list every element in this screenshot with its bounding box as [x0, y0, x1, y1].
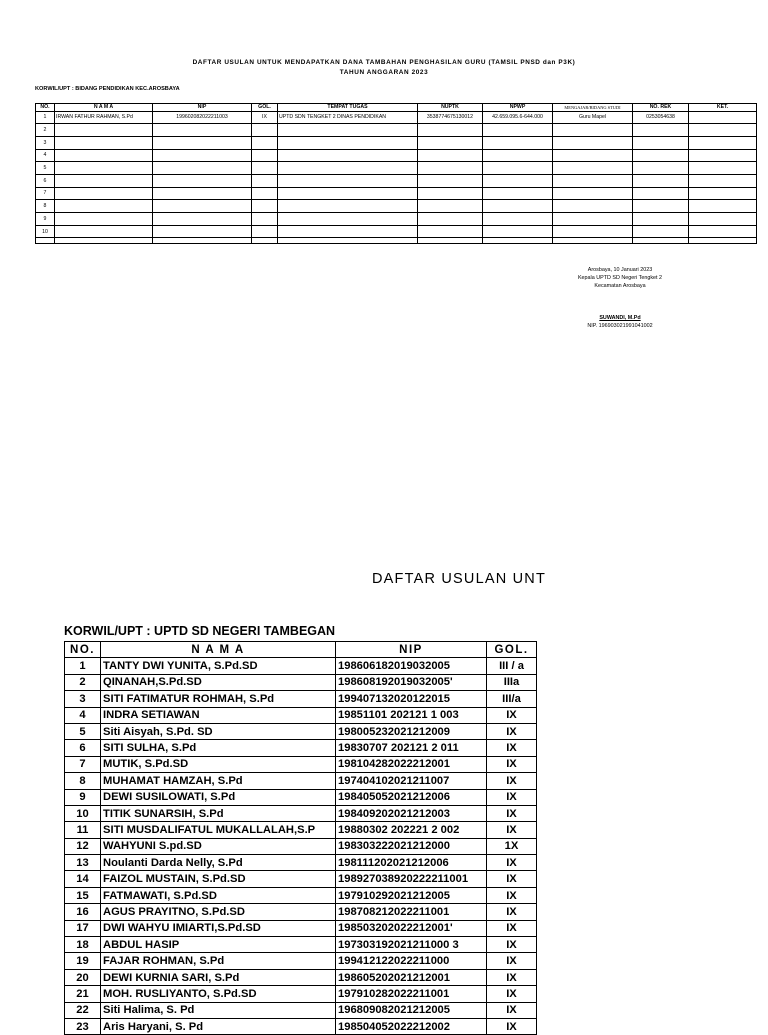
table-cell — [278, 162, 418, 175]
table-cell: 198104282022212001 — [336, 756, 487, 772]
table-cell — [153, 174, 252, 187]
table-cell: Siti Aisyah, S.Pd. SD — [101, 723, 336, 739]
table-cell — [633, 174, 689, 187]
table-cell — [689, 187, 757, 200]
table-cell — [553, 213, 633, 226]
table-row — [65, 674, 537, 690]
table-cell: 198927038920222211001 — [336, 871, 487, 887]
table-cell — [553, 174, 633, 187]
table-cell: 197910282022211001 — [336, 986, 487, 1002]
table-cell: 8 — [65, 773, 101, 789]
table-cell: 19830707 202121 2 011 — [336, 740, 487, 756]
table-cell — [153, 124, 252, 137]
table-cell: 199602082022211003 — [153, 111, 252, 124]
table-cell — [553, 200, 633, 213]
table-cell: 5 — [65, 723, 101, 739]
table-cell: UPTD SDN TENGKET 2 DINAS PENDIDIKAN — [278, 111, 418, 124]
table-cell: TANTY DWI YUNITA, S.Pd.SD — [101, 658, 336, 674]
table-cell: 10 — [36, 225, 55, 238]
table-cell: 198005232021212009 — [336, 723, 487, 739]
table-cell: 10 — [65, 805, 101, 821]
table-cell — [418, 187, 483, 200]
table-cell: IX — [487, 904, 537, 920]
table-cell: 198608192019032005' — [336, 674, 487, 690]
column-header: NO. REK — [633, 104, 689, 112]
table-cell: IX — [487, 773, 537, 789]
column-header: NO. — [36, 104, 55, 112]
table-cell: 7 — [65, 756, 101, 772]
table-cell — [633, 187, 689, 200]
table-cell: 19 — [65, 953, 101, 969]
table-cell — [418, 213, 483, 226]
table-row — [65, 986, 537, 1002]
table-cell: 23 — [65, 1018, 101, 1034]
table-cell — [418, 149, 483, 162]
table-cell: MUHAMAT HAMZAH, S.Pd — [101, 773, 336, 789]
table-cell — [418, 225, 483, 238]
table-cell: 198405052021212006 — [336, 789, 487, 805]
table-cell: WAHYUNI S.pd.SD — [101, 838, 336, 854]
table-cell — [55, 149, 153, 162]
table-cell: 1 — [36, 111, 55, 124]
table-row — [65, 789, 537, 805]
table-row-blank — [36, 238, 757, 244]
table-cell — [689, 238, 757, 244]
doc1-title-line1: DAFTAR USULAN UNTUK MENDAPATKAN DANA TAMBAHAN PENGHASILAN GURU (TAMSIL PNSD dan P3K) — [192, 59, 576, 66]
table-cell: 199412122022211000 — [336, 953, 487, 969]
table-cell — [252, 149, 278, 162]
table-cell: FATMAWATI, S.Pd.SD — [101, 887, 336, 903]
column-header: GOL. — [487, 642, 537, 658]
table-cell: 198409202021212003 — [336, 805, 487, 821]
column-header: NPWP — [483, 104, 553, 112]
table-cell: IX — [487, 887, 537, 903]
table-cell — [483, 225, 553, 238]
table-cell — [418, 174, 483, 187]
table-cell: 5 — [36, 162, 55, 175]
table-cell — [553, 149, 633, 162]
table-cell: SITI SULHA, S.Pd — [101, 740, 336, 756]
table-cell — [689, 111, 757, 124]
table-cell: IX — [252, 111, 278, 124]
table-cell: 16 — [65, 904, 101, 920]
table-cell: 21 — [65, 986, 101, 1002]
table-cell — [633, 162, 689, 175]
table-cell: FAIZOL MUSTAIN, S.Pd.SD — [101, 871, 336, 887]
table-cell — [483, 238, 553, 244]
table-cell: IX — [487, 986, 537, 1002]
table-cell: 7 — [36, 187, 55, 200]
table-row — [36, 200, 757, 213]
table-cell: 6 — [36, 174, 55, 187]
table-cell — [55, 238, 153, 244]
table-row — [36, 136, 757, 149]
table-row — [65, 723, 537, 739]
table-cell — [553, 187, 633, 200]
table-cell: IIIa — [487, 674, 537, 690]
table-row — [65, 953, 537, 969]
table-cell — [153, 225, 252, 238]
table-cell: 22 — [65, 1002, 101, 1018]
table-cell: IX — [487, 789, 537, 805]
table-cell: 13 — [65, 855, 101, 871]
table-cell: 198111202021212006 — [336, 855, 487, 871]
table-cell: 197404102021211007 — [336, 773, 487, 789]
table-cell: 198708212022211001 — [336, 904, 487, 920]
table-cell — [553, 225, 633, 238]
table-cell — [153, 200, 252, 213]
table-cell — [633, 238, 689, 244]
table-cell — [689, 225, 757, 238]
table-cell: 196809082021212005 — [336, 1002, 487, 1018]
table-cell: 9 — [36, 213, 55, 226]
table-row — [36, 213, 757, 226]
table-cell: 3538774675130012 — [418, 111, 483, 124]
table-cell: 198606182019032005 — [336, 658, 487, 674]
table-cell: 19880302 202221 2 002 — [336, 822, 487, 838]
table-cell — [483, 200, 553, 213]
column-header: MENGAJAR/BIDANG STUDI — [553, 104, 633, 112]
table-row — [65, 658, 537, 674]
table-cell — [252, 162, 278, 175]
table-row — [65, 969, 537, 985]
table-cell — [553, 136, 633, 149]
table-cell: IX — [487, 805, 537, 821]
table-row — [36, 162, 757, 175]
column-header: NIP — [153, 104, 252, 112]
table-cell: 0253054638 — [633, 111, 689, 124]
table-cell: 3 — [36, 136, 55, 149]
table-cell — [55, 187, 153, 200]
column-header: NO. — [65, 642, 101, 658]
table-cell — [252, 225, 278, 238]
table-cell — [55, 200, 153, 213]
table-cell — [483, 149, 553, 162]
table-cell: FAJAR ROHMAN, S.Pd — [101, 953, 336, 969]
table-row — [65, 1002, 537, 1018]
table-cell: III / a — [487, 658, 537, 674]
table-cell: 9 — [65, 789, 101, 805]
table-cell: 14 — [65, 871, 101, 887]
table-row — [36, 225, 757, 238]
column-header: KET. — [689, 104, 757, 112]
table-cell: 8 — [36, 200, 55, 213]
table-cell: INDRA SETIAWAN — [101, 707, 336, 723]
table-cell — [278, 213, 418, 226]
table-row — [65, 756, 537, 772]
table-cell — [418, 200, 483, 213]
table-row — [65, 920, 537, 936]
signature-nip: NIP. 196903021991041002 — [587, 323, 653, 329]
table-cell: IX — [487, 707, 537, 723]
table-cell — [252, 136, 278, 149]
table-cell: Aris Haryani, S. Pd — [101, 1018, 336, 1034]
table-header-row — [36, 104, 757, 112]
doc2-table — [64, 641, 537, 1035]
table-cell: QINANAH,S.Pd.SD — [101, 674, 336, 690]
table-cell: IX — [487, 1002, 537, 1018]
table-row — [65, 1018, 537, 1034]
table-cell — [278, 149, 418, 162]
doc1-korwil: KORWIL/UPT : BIDANG PENDIDIKAN KEC.AROSBAYA — [35, 86, 180, 92]
table-cell — [633, 124, 689, 137]
table-row — [65, 691, 537, 707]
table-cell — [252, 213, 278, 226]
table-cell: IX — [487, 740, 537, 756]
table-cell: Guru Mapel — [553, 111, 633, 124]
table-cell: 20 — [65, 969, 101, 985]
table-cell — [633, 149, 689, 162]
table-row — [65, 871, 537, 887]
table-row — [36, 124, 757, 137]
table-cell — [418, 238, 483, 244]
table-cell: DWI WAHYU IMIARTI,S.Pd.SD — [101, 920, 336, 936]
table-cell: 4 — [65, 707, 101, 723]
signature-place-date: Arosbaya, 10 Januari 2023 — [587, 267, 653, 273]
table-cell: 198605202021212001 — [336, 969, 487, 985]
table-row — [36, 149, 757, 162]
table-cell — [633, 213, 689, 226]
table-cell: IX — [487, 871, 537, 887]
table-cell: TITIK SUNARSIH, S.Pd — [101, 805, 336, 821]
table-cell: AGUS PRAYITNO, S.Pd.SD — [101, 904, 336, 920]
table-cell — [55, 225, 153, 238]
table-row — [36, 187, 757, 200]
table-cell: 198504052022212002 — [336, 1018, 487, 1034]
column-header: GOL. — [252, 104, 278, 112]
table-row — [65, 707, 537, 723]
table-cell: MOH. RUSLIYANTO, S.Pd.SD — [101, 986, 336, 1002]
table-row — [65, 887, 537, 903]
table-cell: 1X — [487, 838, 537, 854]
table-row — [65, 773, 537, 789]
table-cell — [55, 213, 153, 226]
table-cell — [553, 162, 633, 175]
table-cell — [278, 174, 418, 187]
doc2-korwil: KORWIL/UPT : UPTD SD NEGERI TAMBEGAN — [64, 624, 336, 638]
table-cell: IX — [487, 953, 537, 969]
table-cell — [689, 213, 757, 226]
table-cell — [278, 136, 418, 149]
table-cell: 42.659.095.6-644.000 — [483, 111, 553, 124]
table-cell: IX — [487, 822, 537, 838]
table-cell: ABDUL HASIP — [101, 937, 336, 953]
table-row — [36, 111, 757, 124]
table-cell — [483, 187, 553, 200]
table-cell — [483, 162, 553, 175]
table-cell: SITI MUSDALIFATUL MUKALLALAH,S.P — [101, 822, 336, 838]
doc2-title: DAFTAR USULAN UNT — [372, 571, 547, 587]
table-cell — [418, 124, 483, 137]
table-cell: IX — [487, 1018, 537, 1034]
table-cell — [153, 136, 252, 149]
signature-district: Kecamatan Arosbaya — [594, 283, 646, 289]
table-cell — [153, 187, 252, 200]
table-cell: DEWI SUSILOWATI, S.Pd — [101, 789, 336, 805]
table-cell — [55, 162, 153, 175]
table-cell: 19851101 202121 1 003 — [336, 707, 487, 723]
table-cell — [689, 136, 757, 149]
table-cell: 12 — [65, 838, 101, 854]
table-cell — [153, 162, 252, 175]
table-cell: III/a — [487, 691, 537, 707]
table-cell: 15 — [65, 887, 101, 903]
signature-position: Kepala UPTD SD Negeri Tengket 2 — [577, 275, 663, 281]
table-cell — [153, 238, 252, 244]
table-cell — [633, 136, 689, 149]
table-cell: 2 — [65, 674, 101, 690]
table-cell — [252, 174, 278, 187]
table-cell — [278, 200, 418, 213]
table-row — [65, 904, 537, 920]
table-cell: IX — [487, 937, 537, 953]
table-cell: 4 — [36, 149, 55, 162]
table-cell: SITI FATIMATUR ROHMAH, S.Pd — [101, 691, 336, 707]
table-cell — [55, 124, 153, 137]
table-cell: 197910292021212005 — [336, 887, 487, 903]
table-cell — [689, 149, 757, 162]
table-cell: IX — [487, 855, 537, 871]
table-cell — [633, 200, 689, 213]
column-header: NIP — [336, 642, 487, 658]
table-cell: 198303222021212000 — [336, 838, 487, 854]
table-row — [36, 174, 757, 187]
table-cell: 197303192021211000 3 — [336, 937, 487, 953]
table-cell: 11 — [65, 822, 101, 838]
table-cell: 2 — [36, 124, 55, 137]
table-cell: IX — [487, 756, 537, 772]
table-cell: 3 — [65, 691, 101, 707]
table-row — [65, 822, 537, 838]
table-cell — [553, 124, 633, 137]
table-cell — [633, 225, 689, 238]
table-row — [65, 855, 537, 871]
table-cell — [153, 213, 252, 226]
table-header-row — [65, 642, 537, 658]
table-cell — [418, 136, 483, 149]
table-cell: 6 — [65, 740, 101, 756]
doc1-title-line2: TAHUN ANGGARAN 2023 — [339, 69, 429, 76]
table-cell — [252, 200, 278, 213]
table-cell — [252, 238, 278, 244]
table-cell — [252, 124, 278, 137]
table-cell — [278, 238, 418, 244]
table-cell — [418, 162, 483, 175]
column-header: NUPTK — [418, 104, 483, 112]
table-cell — [153, 149, 252, 162]
column-header: N A M A — [55, 104, 153, 112]
table-cell: 199407132020122015 — [336, 691, 487, 707]
table-cell — [553, 238, 633, 244]
table-cell — [278, 124, 418, 137]
table-cell: 1 — [65, 658, 101, 674]
table-cell — [483, 213, 553, 226]
table-row — [65, 838, 537, 854]
table-row — [65, 805, 537, 821]
table-cell — [689, 124, 757, 137]
table-cell: IRWAN FATHUR RAHMAN, S.Pd — [55, 111, 153, 124]
table-cell — [689, 174, 757, 187]
table-cell: 198503202022212001' — [336, 920, 487, 936]
table-cell: IX — [487, 969, 537, 985]
table-cell: Noulanti Darda Nelly, S.Pd — [101, 855, 336, 871]
table-cell: DEWI KURNIA SARI, S.Pd — [101, 969, 336, 985]
table-cell — [483, 124, 553, 137]
table-cell — [55, 174, 153, 187]
table-cell: MUTIK, S.Pd.SD — [101, 756, 336, 772]
table-cell — [689, 200, 757, 213]
table-cell — [689, 162, 757, 175]
table-cell — [278, 225, 418, 238]
table-cell: 18 — [65, 937, 101, 953]
table-cell: 17 — [65, 920, 101, 936]
table-cell — [483, 136, 553, 149]
table-row — [65, 740, 537, 756]
table-cell — [36, 238, 55, 244]
table-cell: Siti Halima, S. Pd — [101, 1002, 336, 1018]
column-header: N A M A — [101, 642, 336, 658]
table-cell — [55, 136, 153, 149]
table-cell: IX — [487, 723, 537, 739]
table-cell: IX — [487, 920, 537, 936]
doc1-table — [35, 103, 757, 244]
table-cell — [483, 174, 553, 187]
column-header: TEMPAT TUGAS — [278, 104, 418, 112]
table-row — [65, 937, 537, 953]
table-cell — [252, 187, 278, 200]
table-cell — [278, 187, 418, 200]
signature-name: SUWANDI, M.Pd — [599, 315, 641, 321]
